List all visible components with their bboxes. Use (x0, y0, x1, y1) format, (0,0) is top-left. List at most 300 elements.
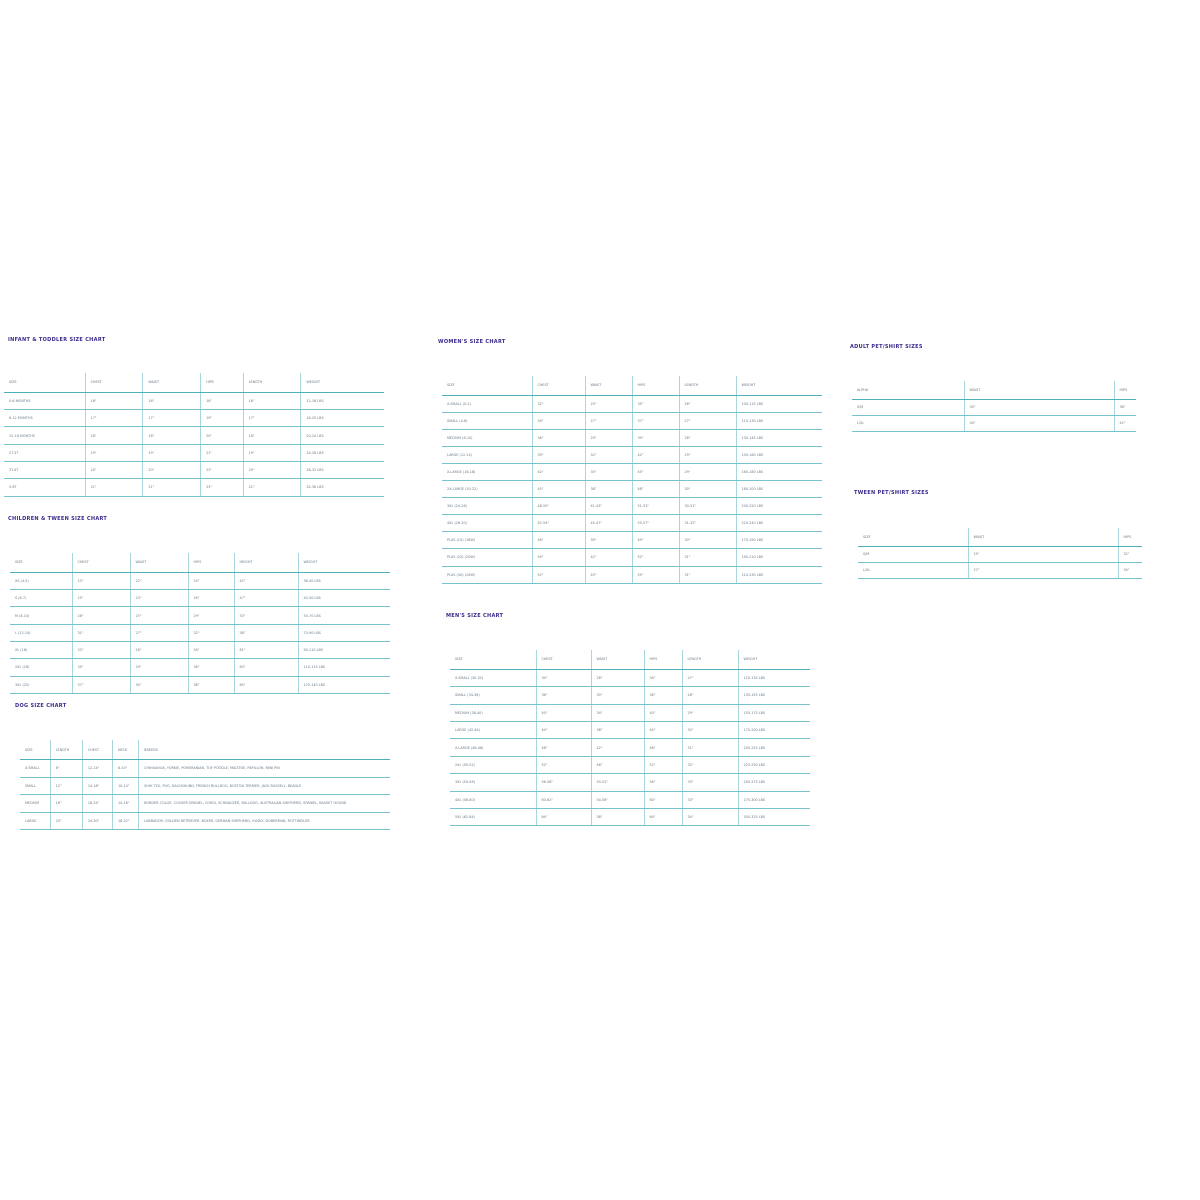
table-cell: 42" (1114, 415, 1136, 431)
table-header-row (450, 650, 810, 669)
table-cell: 250-275 LBS (738, 774, 810, 791)
table-cell: 22" (201, 461, 244, 478)
column-header: SIZE (858, 528, 968, 546)
table-cell: 180-200 LBS (736, 481, 822, 498)
table-row (20, 795, 390, 813)
table-cell: 51-53" (632, 498, 679, 515)
table-cell: 20" (50, 812, 82, 830)
table-cell: 25" (130, 607, 188, 624)
table-cell: 34" (964, 415, 1114, 431)
table-cell: 10-14" (112, 777, 138, 795)
table-cell: 5-6T (4, 479, 85, 496)
table-cell: 29" (130, 659, 188, 676)
table-cell: MEDIUM (38-40) (450, 704, 536, 721)
column-header: HIPS (644, 650, 682, 669)
table-cell: 34" (644, 669, 682, 686)
table-cell: 42" (234, 572, 298, 589)
table-cell: 64" (644, 809, 682, 826)
table-row (10, 624, 390, 641)
table-cell: 30" (964, 399, 1114, 415)
table-cell: 30" (679, 481, 736, 498)
table-cell: 48" (536, 739, 591, 756)
table-row (20, 812, 390, 830)
table-cell: 28" (682, 687, 738, 704)
table-cell: 56-58" (536, 774, 591, 791)
table-cell: 41-43" (585, 498, 632, 515)
table-cell: 34" (591, 704, 644, 721)
table-cell: 3XL (24-26) (442, 498, 532, 515)
table-row (4, 410, 384, 427)
table-cell: 8" (50, 760, 82, 778)
table-cell: S/M (858, 546, 968, 562)
table-cell: 23" (72, 572, 130, 589)
table-cell: 100-115 LBS (736, 395, 822, 412)
table-cell: 35" (72, 659, 130, 676)
column-header: LENGTH (682, 650, 738, 669)
column-header: SIZE (4, 373, 85, 392)
table-cell: 48" (632, 481, 679, 498)
table-cell: 17" (243, 410, 301, 427)
table-cell: 5XL (62-64) (450, 809, 536, 826)
table-cell: 25" (585, 395, 632, 412)
table-cell: 25" (968, 546, 1118, 562)
table-row (450, 809, 810, 826)
table-cell: 50-52" (591, 774, 644, 791)
table-cell: 56" (644, 774, 682, 791)
table-cell: 27" (585, 412, 632, 429)
table-cell: XS (4-5) (10, 572, 72, 589)
table-cell: 27" (968, 562, 1118, 578)
table-cell: 25" (72, 590, 130, 607)
table-cell: 21" (201, 444, 244, 461)
table-cell: 20" (243, 461, 301, 478)
table-cell: 34" (188, 641, 234, 658)
table-cell: 28-32 LBS (301, 461, 384, 478)
table-cell: 32" (1118, 546, 1142, 562)
table-cell: 70-90 LBS (298, 624, 390, 641)
table-cell: 18" (243, 427, 301, 444)
table-cell: 58" (234, 624, 298, 641)
table-row (10, 676, 390, 693)
table-cell: 34" (682, 809, 738, 826)
table-cell: LARGE (12-14) (442, 446, 532, 463)
table-cell: 33" (682, 774, 738, 791)
table-cell: 38" (1114, 399, 1136, 415)
table-cell: 60-62" (536, 791, 591, 808)
table-cell: X-SMALL (20, 760, 50, 778)
table-cell: 38" (585, 481, 632, 498)
table-row (4, 479, 384, 496)
column-header: WAIST (143, 373, 201, 392)
table-cell: 145-160 LBS (736, 446, 822, 463)
table-cell: X-LARGE (16-18) (442, 463, 532, 480)
table-cell: 18" (201, 392, 244, 409)
table-cell: BORDER COLLIE, COCKER SPANIEL, CORGI, SCHNAUZER, BULLDOG, AUSTRALIAN SHEPHERD, SPANIEL, BASSET HOUND (139, 795, 390, 813)
table-cell: S (6-7) (10, 590, 72, 607)
table-cell: 31" (679, 566, 736, 583)
table-cell: 2X-LARGE (20-22) (442, 481, 532, 498)
table-cell: 0-6 MONTHS (4, 392, 85, 409)
table-cell: 42" (632, 446, 679, 463)
column-header: WAIST (591, 650, 644, 669)
table-cell: 18-24" (82, 795, 112, 813)
table-cell: 125-140 LBS (298, 676, 390, 693)
table-cell: 54-56" (591, 791, 644, 808)
table-cell: 210-230 LBS (736, 566, 822, 583)
table-cell: 29" (585, 429, 632, 446)
table-cell: 30" (591, 687, 644, 704)
table-cell: 29" (679, 446, 736, 463)
table-cell: 24" (188, 572, 234, 589)
table-row (852, 399, 1136, 415)
column-header: BREEDS (139, 740, 390, 760)
column-header: HIPS (201, 373, 244, 392)
table-cell: PLUS (3X) (24W) (442, 566, 532, 583)
table-cell: 200-225 LBS (738, 739, 810, 756)
womens-chart-title: WOMEN'S SIZE CHART (438, 339, 506, 345)
table-header-row (852, 381, 1136, 399)
table-cell: 6-12 MONTHS (4, 410, 85, 427)
table-cell: 28" (72, 607, 130, 624)
table-cell: 31-32" (679, 515, 736, 532)
table-cell: 29" (679, 463, 736, 480)
column-header: WAIST (964, 381, 1114, 399)
table-cell: 170-190 LBS (736, 532, 822, 549)
table-cell: L/XL (858, 562, 968, 578)
table-row (450, 774, 810, 791)
children-chart-title: CHILDREN & TWEEN SIZE CHART (8, 516, 108, 522)
table-cell: 52-54" (532, 515, 585, 532)
table-row (20, 777, 390, 795)
table-cell: 52" (532, 566, 585, 583)
table-cell: 3T-4T (4, 461, 85, 478)
table-row (442, 549, 822, 566)
table-cell: 45" (532, 481, 585, 498)
table-header-row (858, 528, 1142, 546)
table-cell: 44" (536, 722, 591, 739)
table-cell: PLUS (1X) (16W) (442, 532, 532, 549)
column-header: HIPS (632, 376, 679, 395)
table-row (450, 722, 810, 739)
table-cell: 30" (130, 676, 188, 693)
table-cell: 63" (234, 659, 298, 676)
table-cell: 38" (188, 676, 234, 693)
table-cell: 12-14" (82, 760, 112, 778)
column-header: HIPS (188, 553, 234, 572)
table-cell: 120-135 LBS (738, 669, 810, 686)
table-cell: 39" (532, 446, 585, 463)
table-row (10, 641, 390, 658)
table-cell: 35" (632, 395, 679, 412)
table-cell: 48-50" (532, 498, 585, 515)
table-cell: 3XL (20) (10, 676, 72, 693)
table-cell: 29" (188, 607, 234, 624)
table-cell: 16" (85, 392, 143, 409)
table-cell: MEDIUM (8-10) (442, 429, 532, 446)
infant-chart-title: INFANT & TODDLER SIZE CHART (8, 337, 106, 343)
table-cell: 19" (201, 410, 244, 427)
table-cell: 23" (201, 479, 244, 496)
table-cell: 200-220 LBS (736, 498, 822, 515)
table-cell: 45" (632, 463, 679, 480)
table-cell: 18-22" (112, 812, 138, 830)
table-row (442, 412, 822, 429)
column-header: HIPS (1118, 528, 1142, 546)
table-cell: 19" (143, 444, 201, 461)
table-cell: 8-10" (112, 760, 138, 778)
column-header: SIZE (442, 376, 532, 395)
table-cell: 12" (50, 777, 82, 795)
womens-size-table (442, 376, 822, 584)
table-cell: 26" (679, 395, 736, 412)
table-cell: 27" (682, 669, 738, 686)
tween-pet-size-table (858, 528, 1142, 579)
table-cell: LARGE (20, 812, 50, 830)
table-row (10, 607, 390, 624)
table-cell: L/XL (852, 415, 964, 431)
table-cell: 52" (644, 756, 682, 773)
table-cell: XL (16) (10, 641, 72, 658)
table-cell: 115-130 LBS (736, 412, 822, 429)
table-cell: 32-36 LBS (301, 479, 384, 496)
table-cell: 49" (532, 549, 585, 566)
table-cell: 14-18" (112, 795, 138, 813)
table-cell: 53" (234, 607, 298, 624)
table-cell: 2XL (50-52) (450, 756, 536, 773)
table-cell: 28" (679, 429, 736, 446)
children-size-table (10, 553, 390, 694)
table-cell: SHIH TZU, PUG, DACHSHUND, FRENCH BULLDOG, BOSTON TERRIER, JACK RUSSELL, BEAGLE (139, 777, 390, 795)
table-cell: 45" (585, 566, 632, 583)
table-cell: SMALL (20, 777, 50, 795)
table-cell: 32" (585, 446, 632, 463)
table-cell: 50-70 LBS (298, 607, 390, 624)
table-cell: 19" (243, 444, 301, 461)
table-cell: L (12-14) (10, 624, 72, 641)
table-cell: PLUS (2X) (20W) (442, 549, 532, 566)
table-cell: 28" (591, 669, 644, 686)
table-cell: 64" (536, 809, 591, 826)
table-cell: 60" (644, 791, 682, 808)
table-row (450, 704, 810, 721)
table-cell: 36-40 LBS (298, 572, 390, 589)
dog-chart-title: DOG SIZE CHART (15, 703, 67, 709)
table-cell: 225-250 LBS (738, 756, 810, 773)
table-cell: 61" (234, 641, 298, 658)
table-cell: 48" (644, 739, 682, 756)
table-cell: 16" (143, 392, 201, 409)
table-cell: 32" (532, 395, 585, 412)
table-header-row (4, 373, 384, 392)
table-row (20, 760, 390, 778)
table-cell: 16-20 LBS (301, 410, 384, 427)
table-cell: 21" (143, 479, 201, 496)
table-row (442, 498, 822, 515)
table-cell: 35" (585, 463, 632, 480)
table-cell: 33" (682, 791, 738, 808)
column-header: WAIST (968, 528, 1118, 546)
table-cell: MEDIUM (20, 795, 50, 813)
table-header-row (442, 376, 822, 395)
table-cell: 45-47" (585, 515, 632, 532)
table-row (450, 739, 810, 756)
column-header: CHEST (72, 553, 130, 572)
table-cell: 42" (591, 739, 644, 756)
table-cell: 52" (536, 756, 591, 773)
table-cell: 2XL (18) (10, 659, 72, 676)
table-cell: 65" (234, 676, 298, 693)
table-cell: 22" (130, 572, 188, 589)
table-cell: SMALL (34-36) (450, 687, 536, 704)
table-cell: 300-325 LBS (738, 809, 810, 826)
table-cell: 24-30" (82, 812, 112, 830)
table-cell: 36" (644, 687, 682, 704)
table-cell: 58" (591, 809, 644, 826)
table-cell: 30-31" (679, 498, 736, 515)
table-cell: 34" (1118, 562, 1142, 578)
table-cell: 49" (632, 532, 679, 549)
table-cell: 16" (50, 795, 82, 813)
table-row (442, 532, 822, 549)
column-header: CHEST (536, 650, 591, 669)
table-cell: 17" (143, 410, 201, 427)
table-cell: 220-240 LBS (736, 515, 822, 532)
table-cell: 12-18 MONTHS (4, 427, 85, 444)
table-row (442, 481, 822, 498)
table-cell: S/M (852, 399, 964, 415)
table-cell: 14-18" (82, 777, 112, 795)
table-cell: 3XL (54-56) (450, 774, 536, 791)
column-header: WAIST (130, 553, 188, 572)
table-cell: 18" (85, 427, 143, 444)
table-row (858, 546, 1142, 562)
table-cell: 37" (632, 412, 679, 429)
infant-size-table (4, 373, 384, 497)
table-cell: 160-180 LBS (736, 463, 822, 480)
table-row (442, 395, 822, 412)
table-cell: 46" (591, 756, 644, 773)
table-cell: 30" (682, 722, 738, 739)
table-cell: 29" (682, 704, 738, 721)
table-cell: 190-210 LBS (736, 549, 822, 566)
column-header: SIZE (20, 740, 50, 760)
table-row (442, 429, 822, 446)
table-row (10, 659, 390, 676)
column-header: LENGTH (679, 376, 736, 395)
column-header: WEIGHT (301, 373, 384, 392)
table-cell: 20" (143, 461, 201, 478)
table-cell: 27" (679, 412, 736, 429)
adult-pet-chart-title: ADULT PET/SHIRT SIZES (850, 344, 923, 350)
table-row (450, 756, 810, 773)
table-cell: 32" (682, 756, 738, 773)
table-cell: 36" (188, 659, 234, 676)
table-cell: 36" (536, 687, 591, 704)
table-cell: 155-175 LBS (738, 704, 810, 721)
column-header: HIPS (1114, 381, 1136, 399)
column-header: LENGTH (243, 373, 301, 392)
column-header: ALPHA (852, 381, 964, 399)
column-header: CHEST (532, 376, 585, 395)
table-cell: 20-24 LBS (301, 427, 384, 444)
column-header: CHEST (85, 373, 143, 392)
table-cell: 17" (85, 410, 143, 427)
table-cell: 20" (85, 461, 143, 478)
table-cell: 30" (679, 532, 736, 549)
table-cell: X-SMALL (0-2) (442, 395, 532, 412)
table-row (4, 392, 384, 409)
column-header: NECK (112, 740, 138, 760)
table-cell: LABRADOR, GOLDEN RETRIEVER, BOXER, GERMAN SHEPHERD, HUSKY, DOBERMAN, ROTTWEILER (139, 812, 390, 830)
table-cell: 55" (632, 566, 679, 583)
table-cell: 52" (632, 549, 679, 566)
table-cell: 4XL (58-60) (450, 791, 536, 808)
table-cell: 18" (143, 427, 201, 444)
table-cell: 20" (201, 427, 244, 444)
table-cell: 19" (85, 444, 143, 461)
table-row (442, 566, 822, 583)
table-cell: 42" (532, 463, 585, 480)
table-cell: 40" (644, 704, 682, 721)
column-header: SIZE (10, 553, 72, 572)
table-cell: 38" (591, 722, 644, 739)
table-cell: SMALL (4-6) (442, 412, 532, 429)
table-cell: 135-155 LBS (738, 687, 810, 704)
table-cell: 33" (72, 641, 130, 658)
table-cell: 28" (130, 641, 188, 658)
mens-chart-title: MEN'S SIZE CHART (446, 613, 504, 619)
table-cell: 40-50 LBS (298, 590, 390, 607)
table-cell: 31" (682, 739, 738, 756)
column-header: CHEST (82, 740, 112, 760)
column-header: LENGTH (50, 740, 82, 760)
table-row (10, 572, 390, 589)
table-row (450, 687, 810, 704)
table-cell: 37" (72, 676, 130, 693)
table-cell: 16" (243, 392, 301, 409)
table-cell: LARGE (42-44) (450, 722, 536, 739)
adult-pet-size-table (852, 381, 1136, 432)
table-cell: 40" (536, 704, 591, 721)
table-cell: 26" (188, 590, 234, 607)
table-row (442, 446, 822, 463)
table-cell: 12-16 LBS (301, 392, 384, 409)
table-row (852, 415, 1136, 431)
table-row (450, 669, 810, 686)
table-cell: 42" (585, 549, 632, 566)
table-cell: 27" (130, 624, 188, 641)
table-cell: 21" (243, 479, 301, 496)
table-cell: 39" (585, 532, 632, 549)
table-cell: 90-110 LBS (298, 641, 390, 658)
table-cell: 31" (679, 549, 736, 566)
table-cell: 2T-3T (4, 444, 85, 461)
column-header: WEIGHT (298, 553, 390, 572)
table-cell: CHIHUAHUA, YORKIE, POMERANIAN, TOY POODLE, MALTESE, PAPILLON, MINI PIN (139, 760, 390, 778)
table-cell: 24-28 LBS (301, 444, 384, 461)
table-cell: 32" (188, 624, 234, 641)
table-cell: 110-125 LBS (298, 659, 390, 676)
table-cell: M (8-10) (10, 607, 72, 624)
table-cell: 34" (536, 669, 591, 686)
table-row (4, 461, 384, 478)
table-row (442, 515, 822, 532)
column-header: SIZE (450, 650, 536, 669)
table-cell: 39" (632, 429, 679, 446)
column-header: WEIGHT (736, 376, 822, 395)
column-header: HEIGHT (234, 553, 298, 572)
table-row (4, 427, 384, 444)
